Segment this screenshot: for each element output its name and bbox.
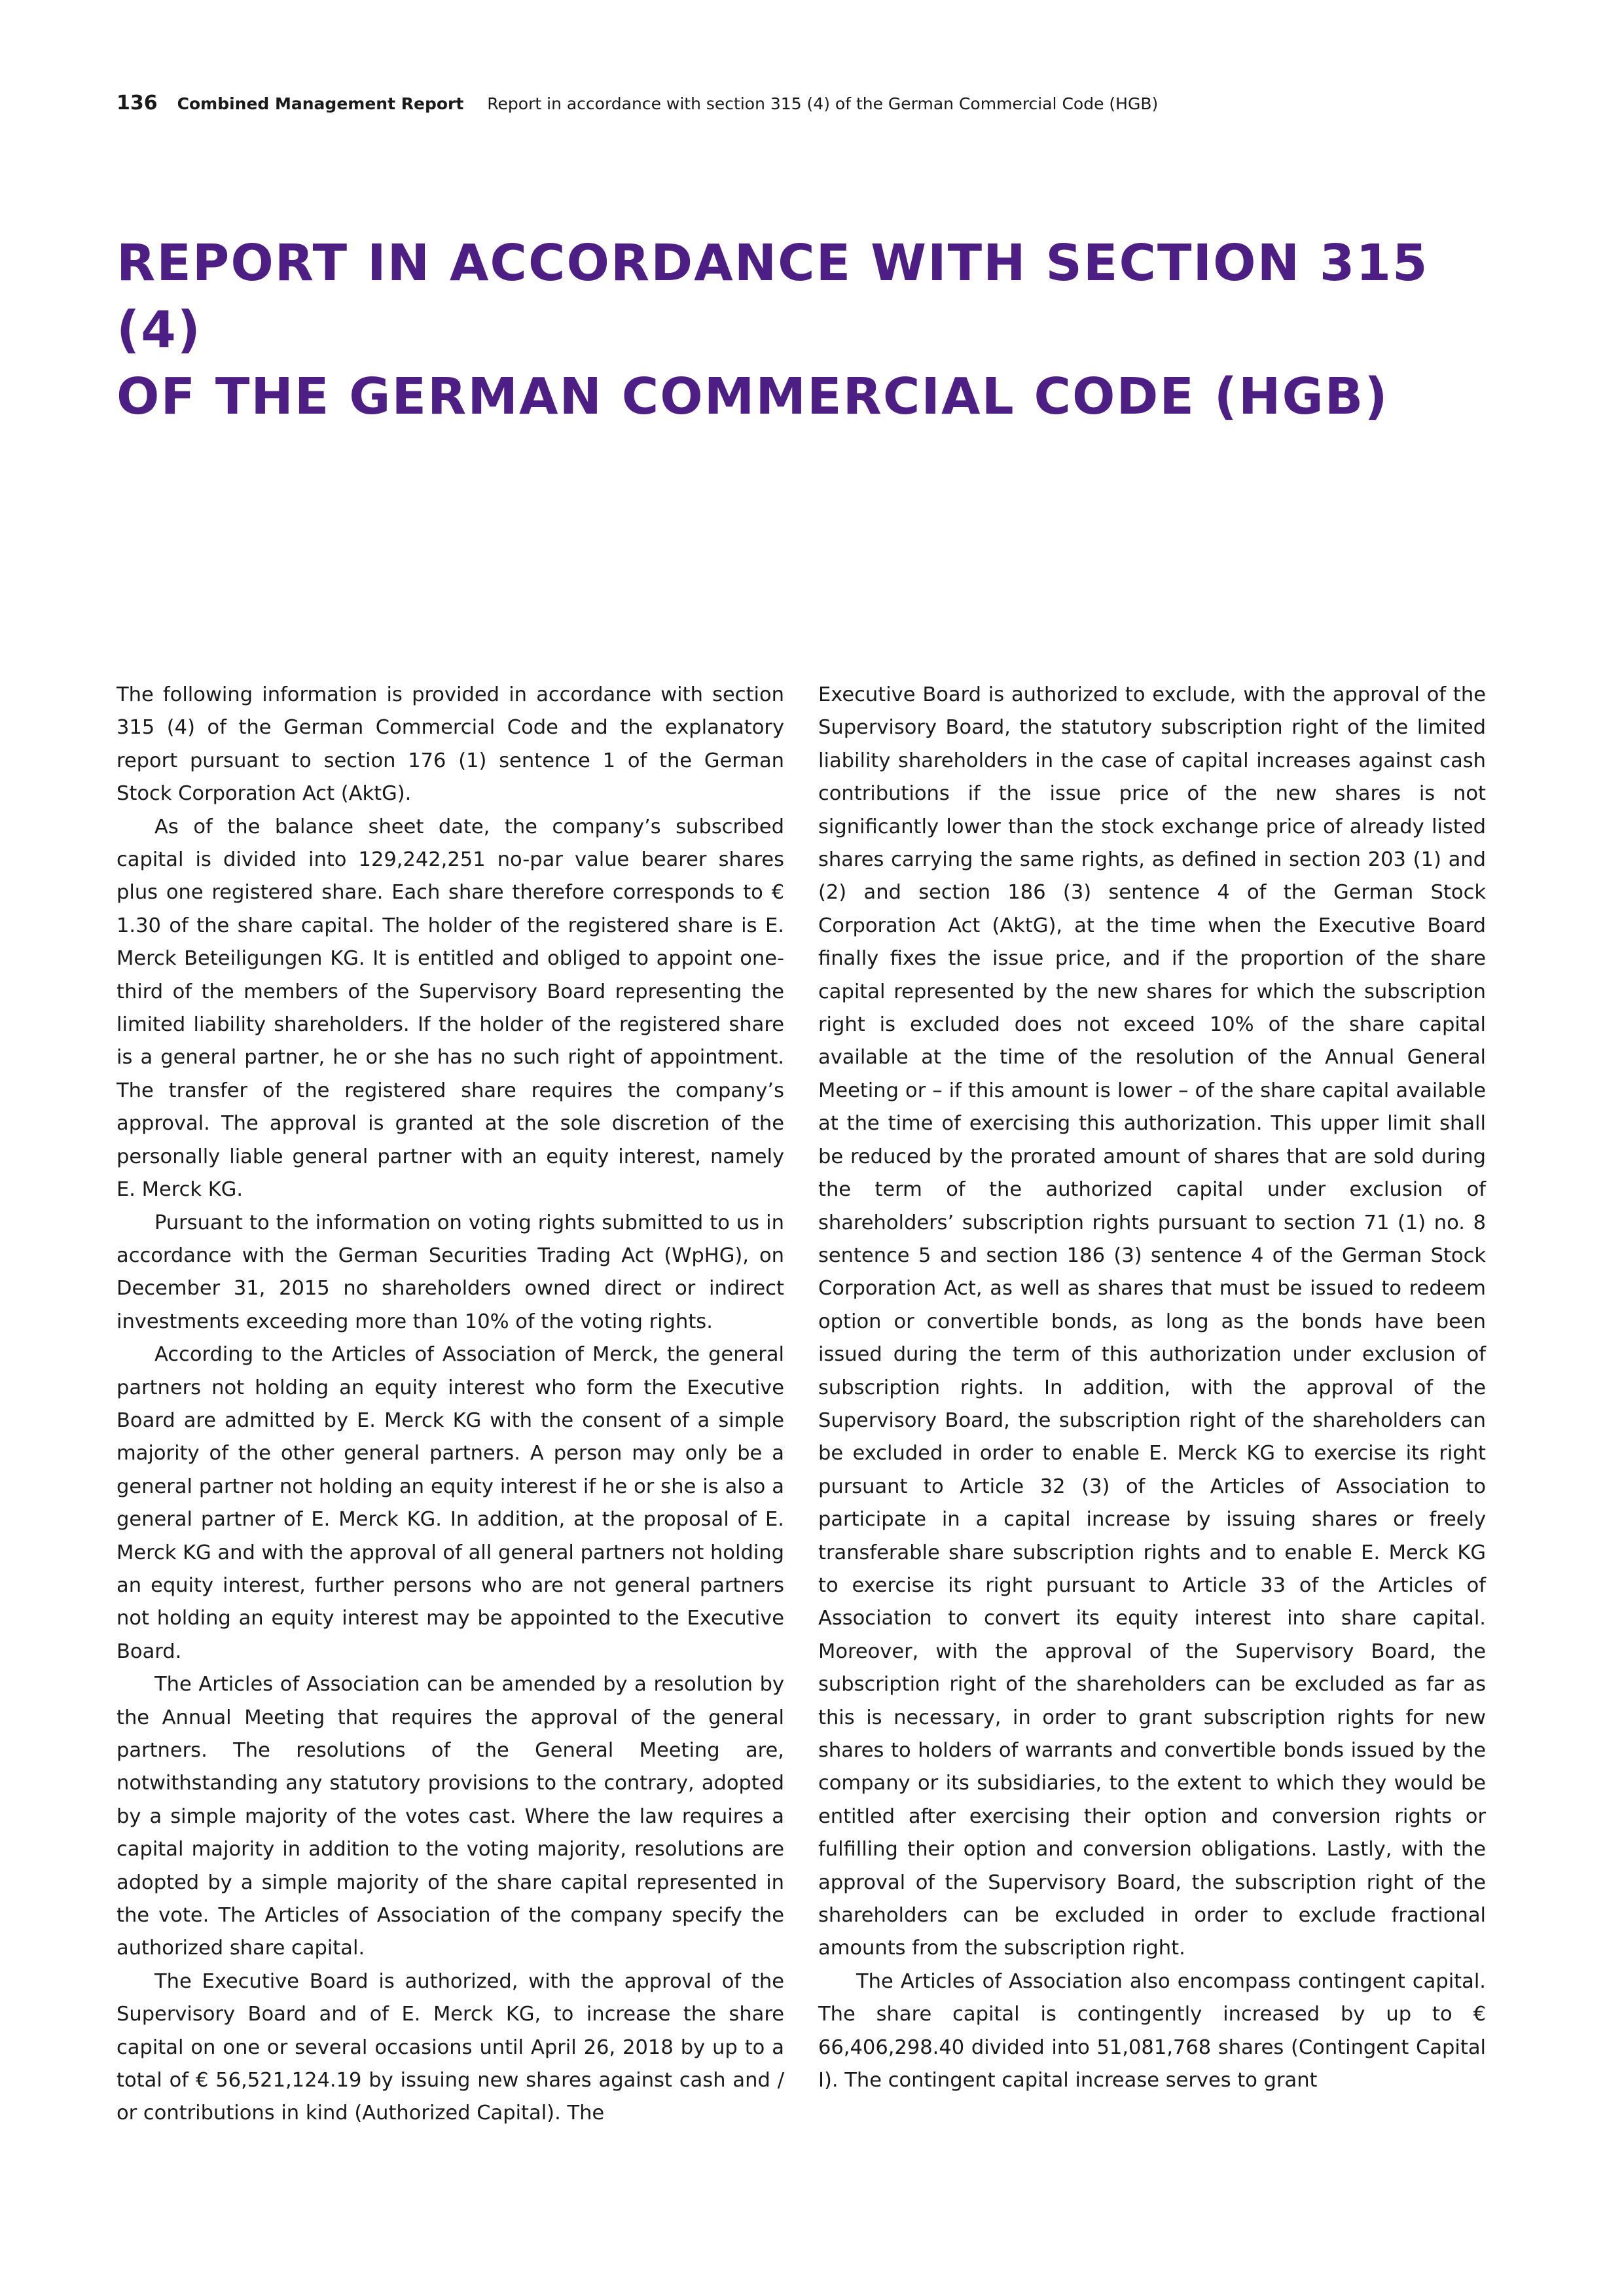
page-title-line-1: REPORT IN ACCORDANCE WITH SECTION 315 (4): [117, 234, 1429, 359]
paragraph: As of the balance sheet date, the company’s subscribed capital is divided into 129,242,251 no-par value bearer shares plus one registered share. Each share therefore corresponds to € 1.30 of the share capital. The holder of the registered share is E. Merck Beteiligungen KG. It is entitled and obliged to appoint one-third of the members of the Supervisory Board representing the limited liability shareholders. If the holder of the registered share is a general partner, he or she has no such right of appointment. The transfer of the registered share requires the company’s approval. The approval is granted at the sole discretion of the personally liable general partner with an equity interest, namely E. Merck KG.: [117, 815, 784, 1202]
header-section-title: Combined Management Report: [177, 94, 464, 113]
paragraph: The following information is provided in accordance with section 315 (4) of the German Commercial Code and the explanatory report pursuant to section 176 (1) sentence 1 of the German Stock Corporation Act (AktG).: [117, 683, 784, 806]
paragraph: The Executive Board is authorized, with the approval of the Supervisory Board and of E. Merck KG, to increase the share capital on one or several occasions until April 26, 2018 by up to a total of € 56,521,124.19 by issuing new shares against cash and / or contributions in kind (Authorized Capital). The: [117, 1969, 784, 2125]
page-title-line-2: OF THE GERMAN COMMERCIAL CODE (HGB): [117, 368, 1389, 426]
header-subtitle: Report in accordance with section 315 (4) of the German Commercial Code (HGB): [487, 94, 1159, 113]
body-column-left: [117, 679, 784, 2130]
page-title: [117, 230, 1517, 431]
running-header: [117, 92, 1158, 118]
paragraph: The Articles of Association can be amended by a resolution by the Annual Meeting that requires the approval of the general partners. The resolutions of the General Meeting are, notwithstanding any statutory provisions to the contrary, adopted by a simple majority of the votes cast. Where the law requires a capital majority in addition to the voting majority, resolutions are adopted by a simple majority of the share capital represented in the vote. The Articles of Association of the company specify the authorized share capital.: [117, 1673, 784, 1960]
paragraph: According to the Articles of Association of Merck, the general partners not holding an equity interest who form the Executive Board are admitted by E. Merck KG with the consent of a simple majority of the other general partners. A person may only be a general partner not holding an equity interest if he or she is also a general partner of E. Merck KG. In addition, at the proposal of E. Merck KG and with the approval of all general partners not holding an equity interest, further persons who are not general partners not holding an equity interest may be appointed to the Executive Board.: [117, 1343, 784, 1663]
body-column-right: [818, 679, 1486, 2097]
page-number: 136: [117, 92, 158, 115]
paragraph: Pursuant to the information on voting rights submitted to us in accordance with the German Securities Trading Act (WpHG), on December 31, 2015 no shareholders owned direct or indirect investments exceeding more than 10% of the voting rights.: [117, 1211, 784, 1333]
paragraph: Executive Board is authorized to exclude, with the approval of the Supervisory Board, the statutory subscription right of the limited liability shareholders in the case of capital increases against cash contributions if the issue price of the new shares is not significantly lower than the stock exchange price of already listed shares carrying the same rights, as defined in section 203 (1) and (2) and section 186 (3) sentence 4 of the German Stock Corporation Act (AktG), at the time when the Executive Board finally fixes the issue price, and if the proportion of the share capital represented by the new shares for which the subscription right is excluded does not exceed 10% of the share capital available at the time of the resolution of the Annual General Meeting or – if this amount is lower – of the share capital available at the time of exercising this authorization. This upper limit shall be reduced by the prorated amount of shares that are sold during the term of the authorized capital under exclusion of shareholders’ subscription rights pursuant to section 71 (1) no. 8 sentence 5 and section 186 (3) sentence 4 of the German Stock Corporation Act, as well as shares that must be issued to redeem option or convertible bonds, as long as the bonds have been issued during the term of this authorization under exclusion of subscription rights. In addition, with the approval of the Supervisory Board, the subscription right of the shareholders can be excluded in order to enable E. Merck KG to exercise its right pursuant to Article 32 (3) of the Articles of Association to participate in a capital increase by issuing shares or freely transferable share subscription rights and to enable E. Merck KG to exercise its right pursuant to Article 33 of the Articles of Association to convert its equity interest into share capital. Moreover, with the approval of the Supervisory Board, the subscription right of the shareholders can be excluded as far as this is necessary, in order to grant subscription rights for new shares to holders of warrants and convertible bonds issued by the company or its subsidiaries, to the extent to which they would be entitled after exercising their option and conversion rights or fulfilling their option and conversion obligations. Lastly, with the approval of the Supervisory Board, the subscription right of the shareholders can be excluded in order to exclude fractional amounts from the subscription right.: [818, 683, 1486, 1960]
paragraph: The Articles of Association also encompass contingent capital. The share capital is contingently increased by up to € 66,406,298.40 divided into 51,081,768 shares (Contingent Capital I). The contingent capital increase serves to grant: [818, 1969, 1486, 2092]
